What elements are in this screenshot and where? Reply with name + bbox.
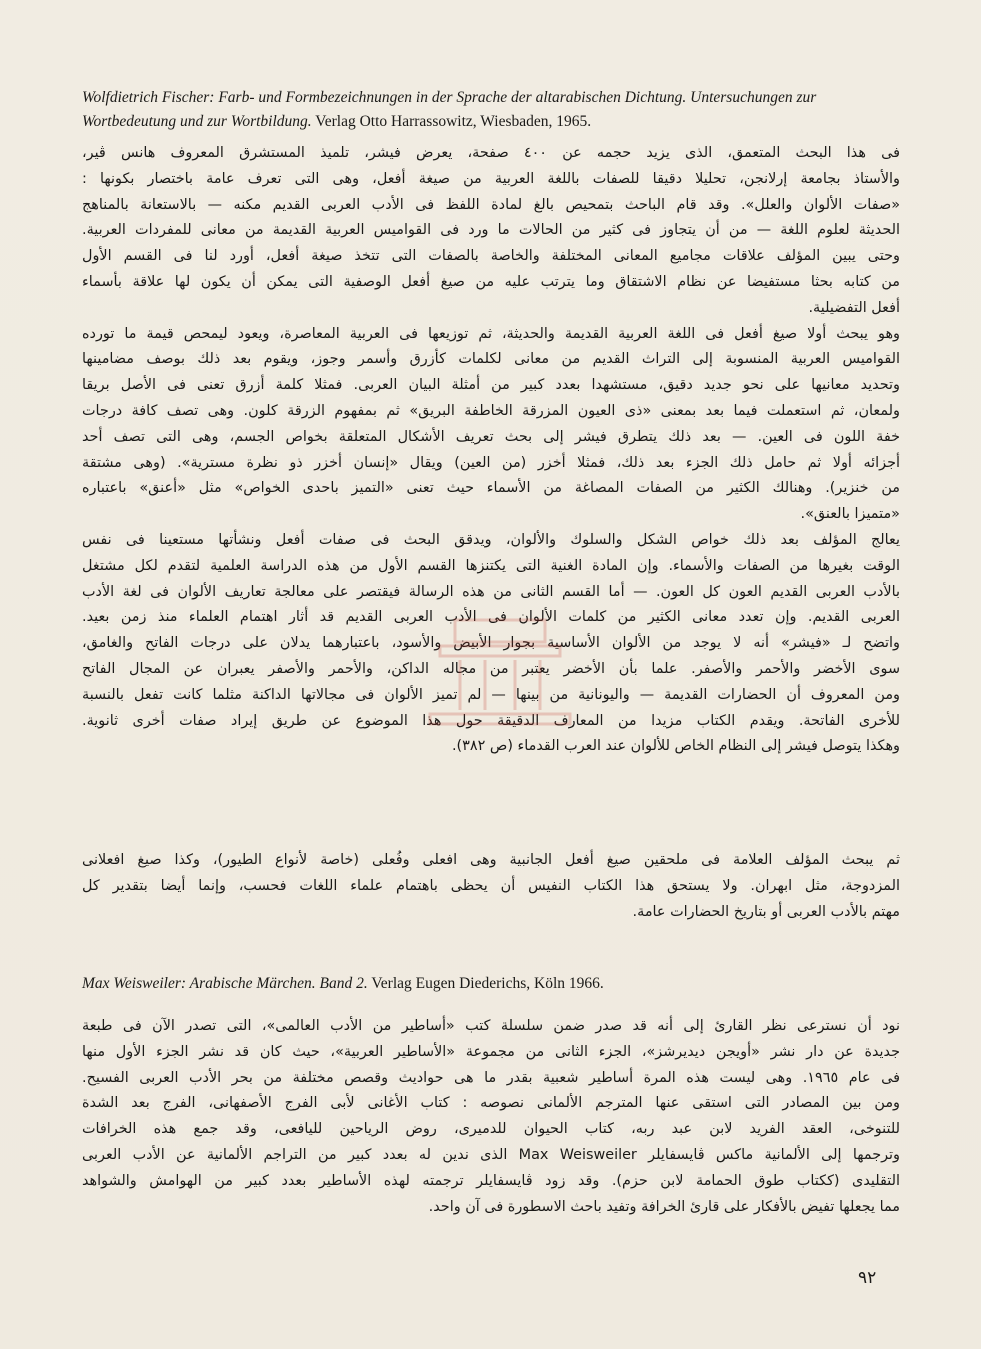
review1-closing <box>82 848 900 925</box>
review1-title: Wolfdietrich Fischer: Farb- und Formbezeichnungen in der Sprache der altarabischen Dichtung. Untersuchungen zur Wortbedeutung und zur Wortbildung. <box>82 89 817 130</box>
text-line: فى هذا البحث المتعمق، الذى يزيد حجمه عن ٤٠٠ صفحة، يعرض فيشر، تلميذ المستشرق المعروف هانس ڤير، <box>82 145 900 161</box>
text-line: «متميزا بالعنق». <box>800 506 900 523</box>
text-line: وتحديد معانيها على نحو جديد دقيق، مستشهدا بعدد كبير من أمثلة البيان العربى. فمثلا كلمة أزرق تعنى فى الأصل بريقا <box>82 377 900 394</box>
text-line: للتنوخى، العقد الفريد لابن عبد ربه، كتاب الحيوان للدميرى، روض الرياحين لليافعى، وقد جمع هذه الخرافات <box>82 1121 900 1138</box>
text-line: العربى القديم. وإن تعدد معانى الكثير من كلمات الألوان فى الأدب العربى القديم قد أثار اهتمام العلماء منذ زمن بعيد. <box>82 609 900 626</box>
text-line: مما يجعلها تفيض بالأفكار على قارئ الخرافة وتفيد باحث الاسطورة فى آن واحد. <box>428 1198 900 1215</box>
text-line: نود أن نسترعى نظر القارئ إلى أنه قد صدر ضمن سلسلة كتب «أساطير من الأدب العالمى»، التى تصدر الآن فى طبعة <box>82 1018 900 1034</box>
text-line: وهكذا يتوصل فيشر إلى النظام الخاص للألوان عند العرب القدماء (ص ٣٨٢). <box>451 738 900 755</box>
review1-header <box>82 86 900 134</box>
text-line: مهتم بالأدب العربى أو بتاريخ الحضارات عامة. <box>632 903 900 920</box>
text-line: سوى الأخضر والأحمر والأصفر. علما بأن الأخضر يعتبر من مجاله الداكن، والأحمر والأصفر يعبران عن المجال الفاتح <box>82 660 900 677</box>
paragraph <box>82 141 900 322</box>
paragraph <box>82 848 900 925</box>
text-line: والأستاذ بجامعة إرلانجن، تحليلا دقيقا للصفات باللغة العربية من صيغة أفعل، وهى التى تعرف عامة باختصار بكونها : <box>82 170 900 187</box>
paragraph <box>82 322 900 528</box>
text-line: يعالج المؤلف بعد ذلك خواص الشكل والسلوك والألوان، ويدقق البحث فى صفات أفعل ونشأتها مستعينا فى نفس <box>82 531 900 548</box>
text-line: واتضح لـ «فيشر» أنه لا يوجد من الألوان الأساسية بجوار الأبيض والأسود، باعتبارهما يدلان على درجات الفاتح والغامق، <box>82 635 900 652</box>
text-line: أفعل التفضيلية. <box>808 299 900 316</box>
review1-publisher: Verlag Otto Harrassowitz, Wiesbaden, 1965. <box>315 113 592 130</box>
text-line: خفة اللون فى العين. — بعد ذلك يتطرق فيشر إلى بحث تعريف الأشكال المتعلقة بخواص الجسم، وهى التى تصف أحد <box>82 428 900 445</box>
page-number: ٩٢ <box>858 1268 877 1288</box>
text-line: ومن بين المصادر التى استقى عنها المترجم الألمانى نصوصه : كتاب الأغانى لأبى الفرج الأصفهانى، الفرج بعد الشدة <box>82 1095 900 1112</box>
review2-title: Max Weisweiler: Arabische Märchen. Band 2. <box>82 975 368 992</box>
text-line: «صفات الألوان والعلل». وقد قام الباحث بتمحيص بالغ لمادة اللفظ فى الأدب العربى القديم مكنه — بالاستعانة بالمناهج <box>82 196 900 213</box>
text-line: جديدة عن دار نشر «أويجن ديديرشز»، الجزء الثانى من مجموعة «الأساطير العربية»، حيث كان قد نشر الجزء الأول منها <box>82 1043 900 1060</box>
text-line: ولمعان، ثم استعملت فيما بعد بمعنى «ذى العيون المزرقة الخاطفة البريق» ثم بمفهوم الزرقة كلون. وهى تصف كافة درجات <box>82 402 900 419</box>
paragraph <box>82 528 900 760</box>
review1-body <box>82 141 900 760</box>
text-line: أجزائه أولا ثم حامل ذلك الجزء بعد ذلك، فمثلا أخزر (من العين) ويقال «إنسان أخزر ذو نظرة مسترية». (وهى مشتقة <box>82 454 900 471</box>
text-line: من كتابه بحثا مستفيضا عن نظام الاشتقاق وما يترتب عليه من صيغ أفعل الوصفية التى يمكن أن يكون لها علاقة بأسماء <box>82 273 900 290</box>
text-line: التقليدى (ككتاب طوق الحمامة لابن حزم). وقد زود ڤايسفايلر ترجمته لهذه الأساطير بعدد كبير من الهوامش والشواهد <box>82 1172 900 1189</box>
text-line: بالأدب العربى القديم العون كل العون. — أما القسم الثانى من هذه الرسالة فيقتصر على معالجة تعاريف الألوان فى لغة الأدب <box>82 583 900 600</box>
review2-header <box>82 972 900 996</box>
text-line: وترجمها إلى الألمانية ماكس ڤايسفايلر Max Weisweiler الذى ندين له بعدد كبير من التراجم الألمانية عن الأدب العربى <box>82 1146 900 1163</box>
text-line: وهو يبحث أولا صيغ أفعل فى اللغة العربية القديمة والحديثة، ثم توزيعها فى العربية المعاصرة، ويعود ليمحص قيمة ما تورده <box>82 325 900 342</box>
text-line: القواميس العربية المنسوبة إلى التراث القديم من معانى لكلمات كأزرق وأسمر وجوز، ويقوم بعد ذلك بوصف مضامينها <box>82 351 900 368</box>
text-line: من خنزير). وهنالك الكثير من الصفات المصاغة من الأسماء حيث تعنى «التميز باحدى الخواص» مثل «أعنق» باعتباره <box>82 480 900 497</box>
text-line: ثم يبحث المؤلف العلامة فى ملحقين صيغ أفعل الجانبية وهى افعلى وفُعلى (خاصة لأنواع الطيور)، وكذا صيغ افعلانى <box>82 852 900 868</box>
text-line: الوقت بغيرها من الصفات والأسماء. وإن المادة الغنية التى يكتنزها القسم الأول من هذه الدراسة العلمية لتقدم لكل مشتغل <box>82 557 900 574</box>
review2-publisher: Verlag Eugen Diederichs, Köln 1966. <box>371 975 604 992</box>
paragraph <box>82 1014 900 1220</box>
text-line: ومن المعروف أن الحضارات القديمة — واليونانية من بينها — لم تميز الألوان فى مجالاتها الداكنة مثلما كانت تفعل بالنسبة <box>82 686 900 703</box>
text-line: للأخرى الفاتحة. ويقدم الكتاب مزيدا من المعارف الدقيقة حول هذا الموضوع عن طريق إيراد صفات أخرى ثانوية. <box>82 712 900 729</box>
text-line: المزدوجة، مثل ابهران. ولا يستحق هذا الكتاب النفيس أن يحظى باهتمام علماء اللغات فحسب، وإنما أيضا بتقدير كل <box>82 877 900 894</box>
text-line: الحديثة لعلوم اللغة — من أن يتجاوز فى كثير من الحالات ما ورد فى القواميس العربية القديمة من معانى للمفردات العربية. <box>82 222 900 239</box>
text-line: وحتى يبين المؤلف علاقات مجاميع المعانى المختلفة والخاصة بالصفات التى تتخذ صيغة أفعل، أورد لنا فى القسم الأول <box>82 248 900 265</box>
text-line: فى عام ١٩٦٥. وهى ليست هذه المرة أساطير شعبية بقدر ما هى حواديث وقصص مختلفة من بحر الأدب العربى الفسيح. <box>82 1069 900 1086</box>
review2-body <box>82 1014 900 1220</box>
